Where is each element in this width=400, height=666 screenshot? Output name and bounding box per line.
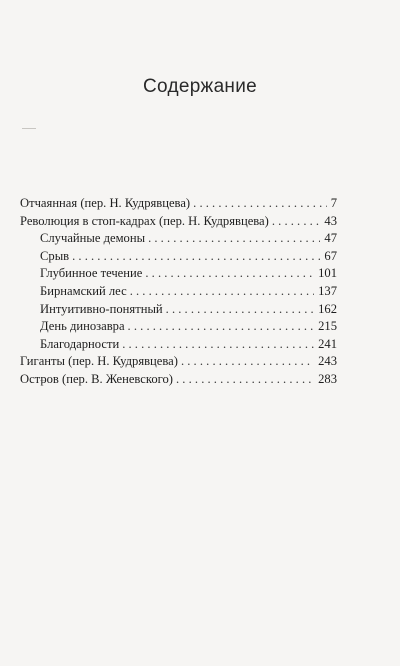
toc-entry-title: Гиганты (пер. Н. Кудрявцева) xyxy=(20,354,178,369)
dot-leader xyxy=(122,337,314,352)
dot-leader xyxy=(148,231,320,246)
page-title: Содержание xyxy=(142,76,258,97)
scan-speck xyxy=(22,128,36,129)
toc-entry-page: 67 xyxy=(324,248,337,263)
toc-subentry[interactable] xyxy=(20,284,337,302)
toc-entry[interactable] xyxy=(20,214,337,232)
toc-entry-title: Глубинное течение xyxy=(40,266,143,281)
toc-entry-title: Благодарности xyxy=(40,336,120,351)
toc-entry-page: 162 xyxy=(318,301,337,316)
toc-subentry[interactable] xyxy=(20,266,337,284)
dot-leader xyxy=(181,354,314,369)
dot-leader xyxy=(72,249,320,264)
toc-entry-title: Интуитивно-понятный xyxy=(40,301,163,316)
toc-entry[interactable] xyxy=(20,196,337,214)
toc-entry-title: Бирнамский лес xyxy=(40,283,127,298)
dot-leader xyxy=(130,284,314,299)
toc-entry-page: 241 xyxy=(318,336,337,351)
toc-entry-title: Остров (пер. В. Женевского) xyxy=(20,371,173,386)
toc-entry-page: 7 xyxy=(330,196,337,210)
toc-entry-page: 47 xyxy=(324,231,337,246)
dot-leader xyxy=(176,372,314,387)
toc-entry-page: 283 xyxy=(318,371,337,386)
toc-subentry[interactable] xyxy=(20,231,337,249)
dot-leader xyxy=(128,319,315,334)
toc-entry-title: День динозавра xyxy=(40,319,125,334)
toc-subentry[interactable] xyxy=(20,302,337,320)
toc-entry-page: 43 xyxy=(324,213,337,228)
toc-entry[interactable] xyxy=(20,354,337,372)
toc-subentry[interactable] xyxy=(20,249,337,267)
dot-leader xyxy=(166,302,314,317)
dot-leader xyxy=(145,266,314,281)
toc-entry-title: Отчаянная (пер. Н. Кудрявцева) xyxy=(20,196,191,210)
dot-leader xyxy=(193,196,327,211)
table-of-contents xyxy=(20,196,337,390)
toc-entry-title: Революция в стоп-кадрах (пер. Н. Кудрявцева) xyxy=(20,213,269,228)
toc-entry-page: 243 xyxy=(318,354,337,369)
toc-entry[interactable] xyxy=(20,372,337,390)
toc-subentry[interactable] xyxy=(20,319,337,337)
toc-entry-title: Срыв xyxy=(40,248,70,263)
toc-entry-page: 215 xyxy=(318,319,337,334)
toc-entry-page: 137 xyxy=(318,283,337,298)
toc-entry-title: Случайные демоны xyxy=(40,231,146,246)
toc-subentry[interactable] xyxy=(20,337,337,355)
dot-leader xyxy=(272,214,321,229)
toc-entry-page: 101 xyxy=(318,266,337,281)
